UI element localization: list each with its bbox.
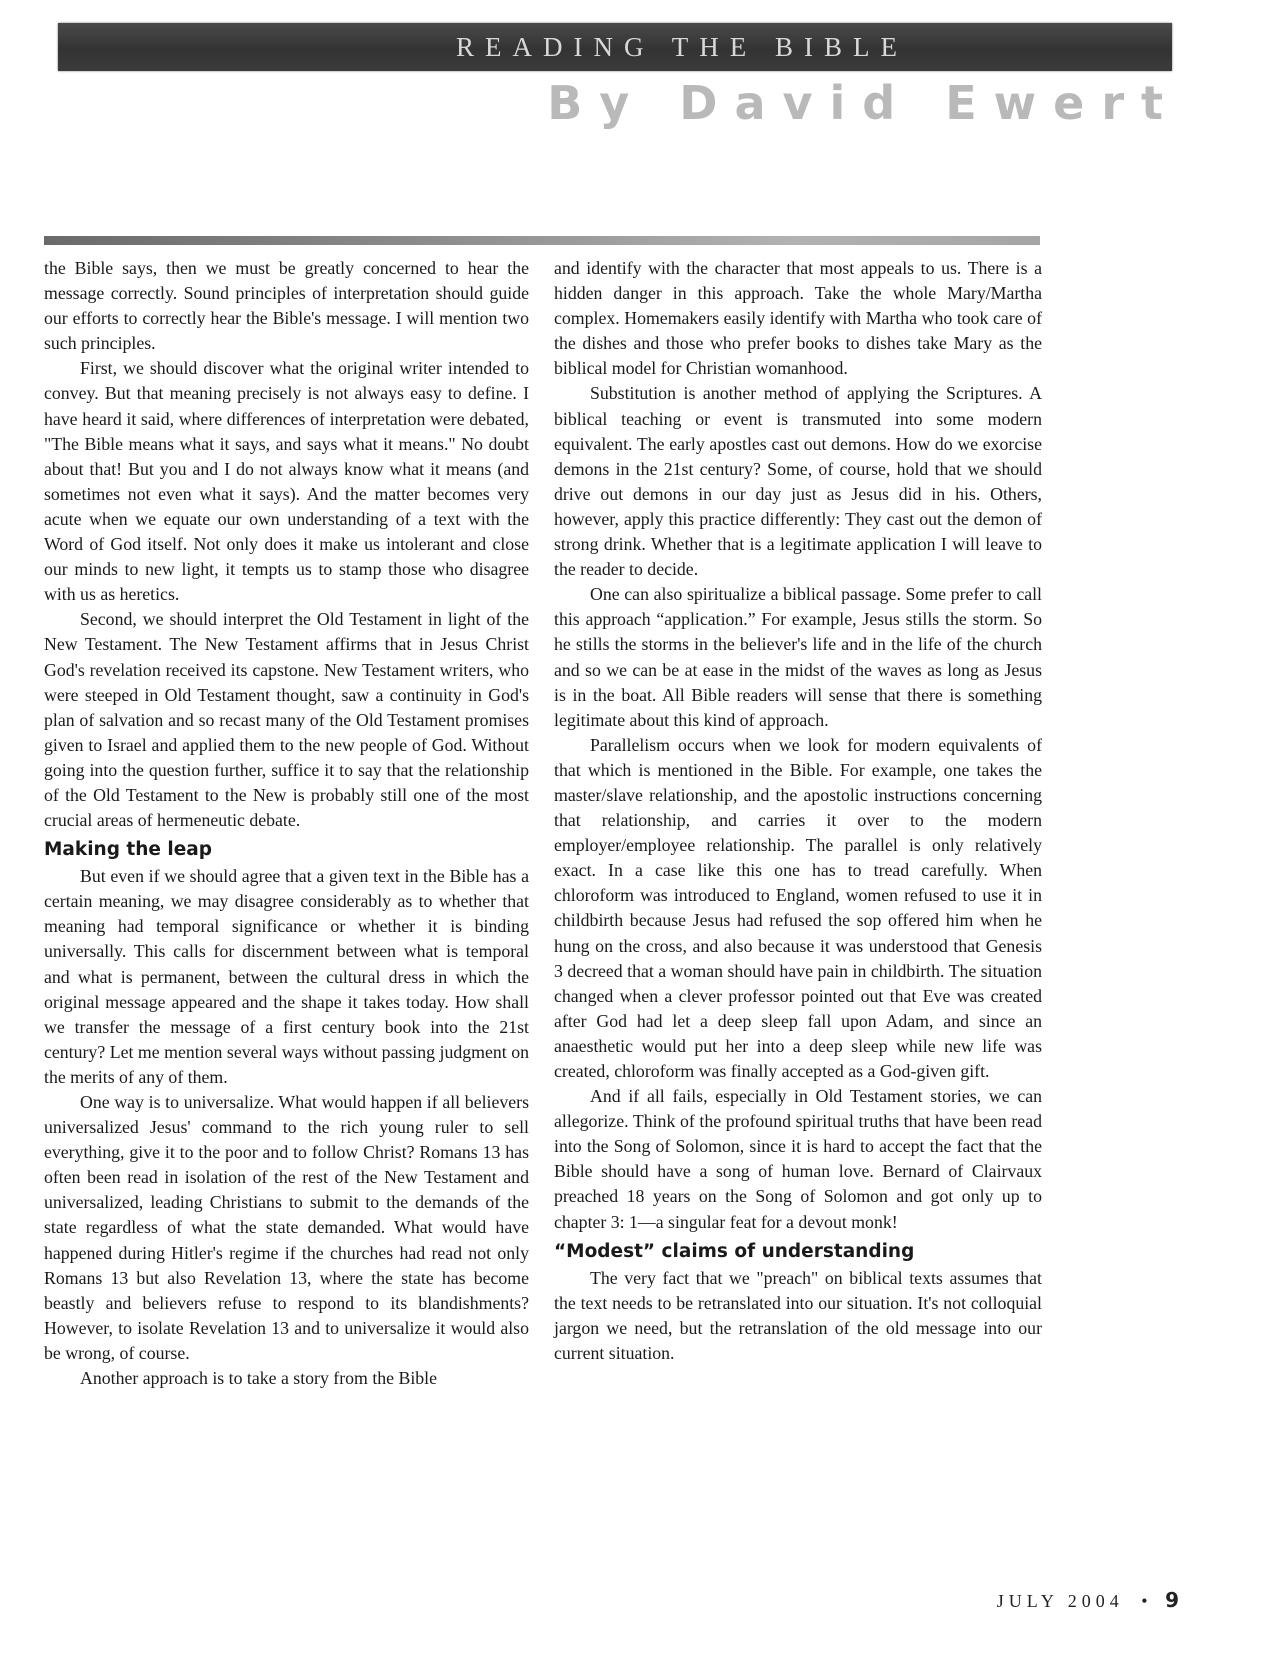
paragraph: The very fact that we "preach" on biblical texts assumes that the text needs to be retranslated into our situation. It's not colloquial jargon we need, but the retranslation of the old message into our current situation. [554, 1267, 1042, 1363]
right-column [554, 256, 1042, 1366]
header-rule [44, 236, 1040, 245]
paragraph: Second, we should interpret the Old Testament in light of the New Testament. The New Testament affirms that in Jesus Christ God's revelation received its capstone. New Testament writers, who were steeped in Old Testament thought, saw a continuity in God's plan of salvation and so recast many of the Old Testament promises given to Israel and applied them to the new people of God. Without going into the question further, suffice it to say that the relationship of the Old Testament to the New is probably still one of the most crucial areas of hermeneutic debate. [44, 609, 529, 831]
paragraph: First, we should discover what the original writer intended to convey. But that meaning precisely is not always easy to define. I have heard it said, where differences of interpretation were debated, "The Bible means what it says, and says what it means." No doubt about that! But you and I do not always know what it means (and sometimes not even what it says). And the matter becomes very acute when we equate our own understanding of a text with the Word of God itself. Not only does it make us intolerant and close our minds to new light, it tempts us to stamp those who disagree with us as heretics. [44, 358, 529, 605]
paragraph: Parallelism occurs when we look for modern equivalents of that which is mentioned in the Bible. For example, one takes the master/slave relationship, and the apostolic instructions concerning that relationship, and carries it over to the modern employer/employee relationship. The parallel is only relatively exact. In a case like this one has to tread carefully. When chloroform was introduced to England, women refused to use it in childbirth because Jesus had refused the sop offered him when he hung on the cross, and also because it was understood that Genesis 3 decreed that a woman should have pain in childbirth. The situation changed when a clever professor pointed out that Eve was created after God had let a deep sleep fall upon Adam, and since an anaesthetic would put her into a deep sleep while new life was created, chloroform was finally accepted as a God-given gift. [554, 734, 1042, 1081]
paragraph: Another approach is to take a story from the Bible [80, 1368, 438, 1389]
section-banner [58, 23, 1172, 71]
paragraph: One way is to universalize. What would happen if all believers universalized Jesus' command to the rich young ruler to sell everything, give it to the poor and to follow Christ? Romans 13 has often been read in isolation of the rest of the New Testament and universalized, leading Christians to submit to the demands of the state regardless of what the state demanded. What would have happened during Hitler's regime if the churches had read not only Romans 13 but also Revelation 13, where the state has become beastly and believers refuse to respond to its blandishments? However, to isolate Revelation 13 and to universalize it would also be wrong, of course. [44, 1092, 529, 1363]
footer-separator: • [1141, 1591, 1148, 1611]
section-title: READING THE BIBLE [456, 32, 908, 62]
paragraph: and identify with the character that most appeals to us. There is a hidden danger in this approach. Take the whole Mary/Martha complex. Homemakers easily identify with Martha who took care of the dishes and those who prefer books to dishes take Mary as the biblical model for Christian womanhood. [554, 258, 1042, 379]
paragraph: the Bible says, then we must be greatly concerned to hear the message correctly. Sound principles of interpretation should guide our efforts to correctly hear the Bible's message. I will mention two such principles. [44, 258, 529, 354]
paragraph: And if all fails, especially in Old Testament stories, we can allegorize. Think of the profound spiritual truths that have been read into the Song of Solomon, since it is hard to accept the fact that the Bible should have a song of human love. Bernard of Clairvaux preached 18 years on the Song of Solomon and got only up to chapter 3: 1—a singular feat for a devout monk! [554, 1086, 1042, 1232]
paragraph: One can also spiritualize a biblical passage. Some prefer to call this approach “application.” For example, Jesus stills the storm. So he stills the storms in the believer's life and in the life of the church and so we can be at ease in the midst of the waves as long as Jesus is in the boat. All Bible readers will sense that there is something legitimate about this kind of approach. [554, 584, 1042, 730]
page-footer [997, 1588, 1179, 1612]
page-number: 9 [1165, 1588, 1179, 1612]
left-column [44, 256, 529, 1391]
subheading: Making the leap [44, 839, 213, 861]
paragraph: Substitution is another method of applying the Scriptures. A biblical teaching or event is transmuted into some modern equivalent. The early apostles cast out demons. How do we exorcise demons in the 21st century? Some, of course, hold that we should drive out demons in our day just as Jesus did in his. Others, however, apply this practice differently: They cast out the demon of strong drink. Whether that is a legitimate application I will leave to the reader to decide. [554, 383, 1042, 580]
byline: By David Ewert [547, 76, 1180, 130]
subheading: “Modest” claims of understanding [554, 1240, 915, 1262]
paragraph: But even if we should agree that a given text in the Bible has a certain meaning, we may disagree considerably as to whether that meaning had temporal significance or whether it is binding universally. This calls for discernment between what is temporal and what is permanent, between the cultural dress in which the original message appeared and the shape it takes today. How shall we transfer the message of a first century book into the 21st century? Let me mention several ways without passing judgment on the merits of any of them. [44, 866, 529, 1087]
issue-date: JULY 2004 [996, 1591, 1124, 1611]
